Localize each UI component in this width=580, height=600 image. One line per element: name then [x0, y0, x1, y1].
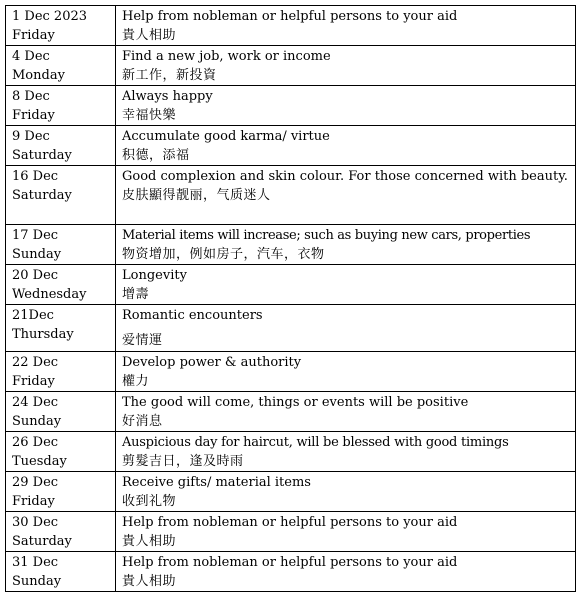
english-description: Accumulate good karma/ virtue	[122, 129, 330, 144]
weekday-text: Tuesday	[12, 453, 67, 469]
auspicious-days-table	[5, 5, 576, 592]
weekday-text: Friday	[12, 107, 55, 123]
date-text: 22 Dec	[12, 355, 59, 370]
chinese-description: 积德，添福	[122, 147, 190, 163]
description-cell	[116, 472, 576, 512]
table-row	[6, 46, 576, 86]
date-cell	[6, 392, 116, 432]
date-cell	[6, 305, 116, 352]
description-cell	[116, 552, 576, 592]
chinese-description: 權力	[122, 373, 150, 389]
chinese-description: 物资增加，例如房子，汽车，衣物	[122, 246, 325, 262]
weekday-text: Sunday	[12, 573, 62, 589]
date-cell	[6, 225, 116, 265]
weekday-text: Friday	[12, 493, 55, 509]
date-cell	[6, 86, 116, 126]
weekday-text: Saturday	[12, 533, 72, 549]
table-row	[6, 432, 576, 472]
english-description: Good complexion and skin colour. For those concerned with beauty.	[122, 169, 568, 184]
date-text: 20 Dec	[12, 268, 59, 283]
table-row	[6, 265, 576, 305]
chinese-description: 剪髮吉日，逢及時雨	[122, 453, 244, 469]
description-cell	[116, 265, 576, 305]
date-cell	[6, 512, 116, 552]
english-description: Romantic encounters	[122, 308, 263, 323]
description-cell	[116, 392, 576, 432]
weekday-text: Saturday	[12, 147, 72, 163]
english-description: Develop power & authority	[122, 355, 302, 370]
date-cell	[6, 166, 116, 225]
chinese-description: 好消息	[122, 413, 163, 429]
table-row	[6, 512, 576, 552]
date-cell	[6, 352, 116, 392]
table-row	[6, 552, 576, 592]
date-text: 4 Dec	[12, 49, 50, 64]
chinese-description: 貴人相助	[122, 27, 177, 43]
description-cell	[116, 352, 576, 392]
date-cell	[6, 432, 116, 472]
weekday-text: Friday	[12, 27, 55, 43]
english-description: Help from nobleman or helpful persons to your aid	[122, 515, 458, 530]
description-cell	[116, 6, 576, 46]
english-description: Help from nobleman or helpful persons to your aid	[122, 555, 458, 570]
description-cell	[116, 305, 576, 352]
table-row	[6, 126, 576, 166]
date-cell	[6, 126, 116, 166]
english-description: Longevity	[122, 268, 187, 283]
table-row	[6, 6, 576, 46]
description-cell	[116, 166, 576, 225]
date-text: 1 Dec 2023	[12, 9, 88, 24]
table-row	[6, 392, 576, 432]
english-description: Material items will increase; such as buying new cars, properties	[122, 228, 531, 243]
description-cell	[116, 225, 576, 265]
date-text: 21Dec	[12, 308, 54, 323]
description-cell	[116, 86, 576, 126]
table-row	[6, 225, 576, 265]
chinese-description: 貴人相助	[122, 573, 177, 589]
calendar-table-container	[5, 5, 576, 592]
weekday-text: Saturday	[12, 187, 72, 203]
chinese-description: 新工作，新投資	[122, 67, 217, 83]
english-description: The good will come, things or events will be positive	[122, 395, 469, 410]
weekday-text: Monday	[12, 67, 65, 83]
chinese-description: 幸福快樂	[122, 107, 177, 123]
description-cell	[116, 126, 576, 166]
chinese-description: 皮肤顯得靓丽，气质迷人	[122, 187, 271, 203]
date-text: 24 Dec	[12, 395, 59, 410]
english-description: Receive gifts/ material items	[122, 475, 311, 490]
table-row	[6, 352, 576, 392]
chinese-description: 貴人相助	[122, 533, 177, 549]
chinese-description: 增壽	[122, 286, 150, 302]
date-cell	[6, 6, 116, 46]
weekday-text: Sunday	[12, 413, 62, 429]
weekday-text: Friday	[12, 373, 55, 389]
date-text: 29 Dec	[12, 475, 59, 490]
date-text: 8 Dec	[12, 89, 50, 104]
date-text: 16 Dec	[12, 169, 59, 184]
table-row	[6, 305, 576, 352]
chinese-description: 收到礼物	[122, 493, 177, 509]
description-cell	[116, 432, 576, 472]
date-text: 9 Dec	[12, 129, 50, 144]
chinese-description: 爱情運	[122, 332, 163, 348]
date-cell	[6, 552, 116, 592]
table-row	[6, 86, 576, 126]
date-cell	[6, 265, 116, 305]
english-description: Auspicious day for haircut, will be blessed with good timings	[122, 435, 509, 450]
weekday-text: Thursday	[12, 326, 74, 342]
table-row	[6, 166, 576, 225]
english-description: Always happy	[122, 89, 213, 104]
english-description: Help from nobleman or helpful persons to your aid	[122, 9, 458, 24]
description-cell	[116, 46, 576, 86]
date-cell	[6, 472, 116, 512]
date-cell	[6, 46, 116, 86]
weekday-text: Wednesday	[12, 286, 87, 302]
table-row	[6, 472, 576, 512]
weekday-text: Sunday	[12, 246, 62, 262]
date-text: 30 Dec	[12, 515, 59, 530]
date-text: 31 Dec	[12, 555, 59, 570]
date-text: 17 Dec	[12, 228, 59, 243]
description-cell	[116, 512, 576, 552]
english-description: Find a new job, work or income	[122, 49, 331, 64]
date-text: 26 Dec	[12, 435, 59, 450]
